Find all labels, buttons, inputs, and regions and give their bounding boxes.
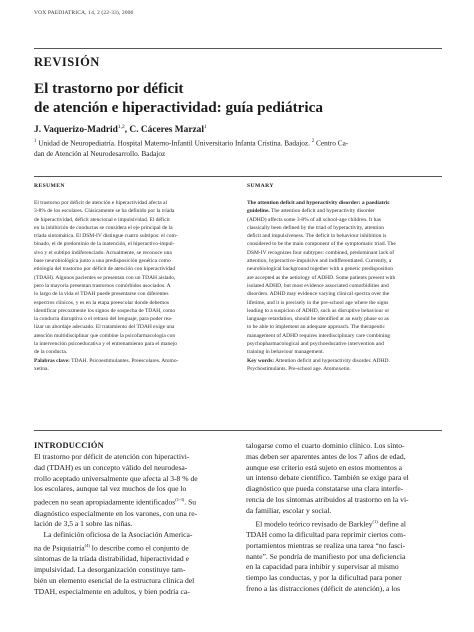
summary-line: are accepted as the aetiology of ADHD. Some patients present with xyxy=(247,274,396,281)
body-line xyxy=(246,452,450,463)
resumen-heading: RESUMEN xyxy=(34,183,65,189)
citation-marker: (1) xyxy=(372,518,378,524)
author-2: C. Cáceres Marzal xyxy=(129,125,204,136)
summary-line: classically been defined by the triad of hyperactivity, attention xyxy=(247,224,384,231)
body-line xyxy=(246,506,450,517)
body-line xyxy=(34,484,238,495)
author-1: J. Vaquerizo-Madrid xyxy=(34,125,118,136)
resumen-keywords xyxy=(34,357,230,365)
summary-line: considered to be the main component of the symptomatic triad. The xyxy=(247,241,396,248)
body-line xyxy=(34,452,238,463)
body-line xyxy=(246,530,450,541)
body-text: diagnóstico especialmente en los varones, con una re- xyxy=(34,508,198,518)
abstract-bottom-rule xyxy=(34,430,442,431)
body-text: un intenso debate científico. También se exige para el xyxy=(246,473,409,483)
body-text: síntomas de la tríada distrabilidad, hiperactividad e xyxy=(34,554,189,564)
body-text: TDAH, especialmente en adultos, y bien podría ca- xyxy=(34,586,190,596)
body-text: El modelo teórico revisado de Barkley xyxy=(246,519,373,529)
summary-line: leading to a suspicion of ADHD, such as disruptive behaviour or xyxy=(247,307,390,314)
summary-keywords-text: Attention deficit and hyperactivity disorder. ADHD. xyxy=(274,357,390,364)
body-text: . Su xyxy=(184,497,197,507)
body-text: mas deben ser aparentes antes de los 7 años de edad, xyxy=(246,451,406,461)
summary-line: to be able to implement an adequate approach. The therapeutic xyxy=(247,324,385,331)
resumen-line: sivo y el subtipo indiferenciado. Actualmente, se reconoce una xyxy=(34,249,172,256)
author-separator: , xyxy=(124,125,130,136)
summary-keywords xyxy=(247,357,443,365)
body-line xyxy=(246,495,450,506)
resumen-line: en la inhibición de conductas se considera el eje principal de la xyxy=(34,224,173,231)
summary-line: isolated ADHD, but most evidence associated comorbidities and xyxy=(247,282,389,289)
body-line xyxy=(34,463,238,474)
summary-line: (ADHD) affects some 3-8% of all school-age children. It has xyxy=(247,216,381,223)
body-line xyxy=(34,519,238,530)
body-text: rencia de los síntomas atribuidos al trastorno en la vi- xyxy=(246,494,409,504)
title-line-1: El trastorno por déficit xyxy=(34,80,184,97)
body-line xyxy=(34,509,238,520)
body-text: lación de 3,5 a 1 sobre las niñas. xyxy=(34,519,133,529)
resumen-line: de la conducta. xyxy=(34,349,68,356)
summary-lead-line xyxy=(247,207,443,215)
resumen-line: identificar precozmente los signos de sospecha de TDAH, como xyxy=(34,307,176,314)
summary-line: psychopharmacological and psychoeducative intervention and xyxy=(247,341,384,348)
body-line xyxy=(246,484,450,495)
body-text: TDAH como la dificultad para reprimir ciertos com- xyxy=(246,529,406,539)
body-text: bién un elemento esencial de la estructura clínica del xyxy=(34,575,195,585)
body-text: padecen no sean apropiadamente identificados xyxy=(34,497,176,507)
body-line xyxy=(34,530,238,541)
body-line xyxy=(246,562,450,573)
author-2-affil: 1 xyxy=(203,124,207,130)
resumen-line: lo largo de la vida el TDAH puede presentarse con diferentes xyxy=(34,291,169,298)
affil-1-text: Unidad de Neuropediatría. Hospital Materno-Infantil Universitario Infanta Cristina. Badajoz. xyxy=(36,138,312,148)
body-line xyxy=(34,565,238,576)
body-text: dad (TDAH) es un concepto válido del neurodesa- xyxy=(34,462,188,472)
body-line xyxy=(246,541,450,552)
resumen-line: El trastorno por déficit de atención e hiperactividad afecta al xyxy=(34,200,168,206)
body-line xyxy=(34,541,238,554)
body-text: da familiar, escolar y social. xyxy=(246,505,332,515)
resumen-line: espectros clínicos, y es en la etapa preescolar donde debemos xyxy=(34,299,170,306)
body-text: nante”. Se pondría de manifiesto por una deficiencia xyxy=(246,551,406,561)
body-line xyxy=(246,517,450,530)
body-column-right xyxy=(246,441,450,595)
summary-line: deficit and impulsiveness. The deficit in behaviour inhibition is xyxy=(247,233,387,240)
article-title xyxy=(34,79,454,117)
summary-line: neurobiological background together with a genetic predisposition xyxy=(247,266,394,273)
body-text: lo describe como el conjunto de xyxy=(89,543,189,553)
resumen-line: (TDAH). Algunos pacientes se presentan con un TDAH aislado, xyxy=(34,274,176,281)
summary-line: attention, hyperactive-impulsive and indifferentiated. Currently, a xyxy=(247,258,392,265)
citation-marker: (1-3) xyxy=(175,497,185,503)
body-text: tiempo las conductas, y por la dificultad para poner xyxy=(246,573,402,583)
summary-lead-end: guideline. xyxy=(247,208,270,215)
body-line xyxy=(34,554,238,565)
author-1-affil: 1,2 xyxy=(117,124,125,130)
body-text: aunque ese criterio está sujeto en estos momentos a xyxy=(246,462,403,472)
resumen-line: de hiperactividad, déficit atencional e impulsividad. El déficit xyxy=(34,216,170,223)
summary-heading: SUMARY xyxy=(247,183,274,189)
affil-2-continued: dan de Atención al Neurodesarrollo. Badajoz xyxy=(34,149,166,159)
body-text: portamientos mientras se realiza una tarea “no fasci- xyxy=(246,540,406,550)
summary-line: disorders. ADHD may evidence varying clinical spectra over the xyxy=(247,291,390,298)
summary-keywords-label: Key words: xyxy=(247,357,275,364)
body-line xyxy=(34,587,238,598)
resumen-line: binado, el de predominio de la inatención, el hiperactivo-impul- xyxy=(34,241,175,248)
resumen-line: 3-8% de los escolares. Clásicamente se ha definido por la tríada xyxy=(34,208,175,215)
resumen-keywords-cont: xetina. xyxy=(34,365,49,372)
introduction-heading: INTRODUCCIÓN xyxy=(34,441,104,450)
body-line xyxy=(246,573,450,584)
resumen-abstract xyxy=(34,199,230,373)
resumen-keywords-text: TDAH. Psicoestimulantes. Preescolares. Atomo- xyxy=(69,357,179,364)
header-rule xyxy=(34,48,442,49)
resumen-line: lizar un abordaje adecuado. El tratamiento del TDAH exige una xyxy=(34,324,175,331)
summary-line: language retardation, should be identified at an early phase so as xyxy=(247,316,389,323)
body-line xyxy=(246,463,450,474)
summary-line: management of ADHD requires interdisciplinary care combining xyxy=(247,332,390,339)
affil-2-text: Centro Ca- xyxy=(314,138,349,148)
resumen-line: atención multidisciplinar que combine la psicofarmacología con xyxy=(34,332,176,339)
abstract-top-rule xyxy=(34,176,442,177)
summary-keywords-cont: Psychostimulants. Pre-school age. Atomoxetin. xyxy=(247,365,351,372)
body-column-left xyxy=(34,452,238,597)
body-line xyxy=(246,584,450,595)
summary-abstract xyxy=(247,199,443,373)
resumen-line: pero la mayoría presentan trastornos comórbidos asociados. A xyxy=(34,282,171,289)
body-text: talogarse como el cuarto dominio clínico. Los sínto- xyxy=(246,441,405,450)
summary-line: DSM-IV recognizes four subtypes: combined, predominant lack of xyxy=(247,249,395,256)
body-text: La definición oficiosa de la Asociación America- xyxy=(34,530,193,540)
body-line xyxy=(34,474,238,485)
resumen-keywords-label: Palabras clave: xyxy=(34,357,70,364)
body-text: rrollo aceptado universalmente que afecta al 3-8 % de xyxy=(34,473,198,483)
body-line xyxy=(246,441,450,452)
citation-marker: (4) xyxy=(84,542,90,548)
body-text: los escolares, aunque tal vez muchos de los que lo xyxy=(34,484,187,494)
affiliations xyxy=(34,137,444,160)
body-text: freno a las distracciones (déficit de atención), a los xyxy=(246,583,401,593)
resumen-line: base neurobiológica junto a una predisposición genética como xyxy=(34,258,171,265)
summary-lead: The attention deficit and hyperactivity disorder: a paediatric xyxy=(247,200,390,206)
body-text: define al xyxy=(377,519,407,529)
summary-line: training in behaviour management. xyxy=(247,349,324,356)
author-list xyxy=(34,124,207,135)
affil-1-marker: 1 xyxy=(34,139,37,144)
body-text: El trastorno por déficit de atención con hiperactivi- xyxy=(34,452,190,461)
resumen-line: la conducta disruptiva o el retraso del lenguaje, para poder rea- xyxy=(34,316,173,323)
section-label: REVISIÓN xyxy=(34,55,100,69)
body-line xyxy=(34,495,238,508)
body-line xyxy=(246,473,450,484)
summary-line: lifetime, and it is precisely in the pre-school age where the signs xyxy=(247,299,389,306)
resumen-line: la intervención psicoeducativa y el entrenamiento para el manejo xyxy=(34,341,177,348)
running-header: VOX PAEDIATRICA, 14, 2 (22-33), 2006 xyxy=(34,10,134,16)
title-line-2: de atención e hiperactividad: guía pediátrica xyxy=(34,99,323,116)
body-text: impulsividad. La desorganización constituye tam- xyxy=(34,565,186,575)
resumen-line: tríada sintomática. El DSM-IV distingue cuatro subtipos: el com- xyxy=(34,233,178,240)
summary-line: The attention deficit and hyperactivity disorder xyxy=(269,208,375,215)
body-line xyxy=(34,576,238,587)
body-line xyxy=(246,552,450,563)
affil-2-marker: 2 xyxy=(311,139,315,144)
body-text: en la capacidad para inhibir y supervisar al mismo xyxy=(246,562,399,572)
resumen-line: etiología del trastorno por déficit de atención con hiperactividad xyxy=(34,266,176,273)
body-text: diagnóstico que pueda constatarse una clara interfe- xyxy=(246,484,404,494)
body-text: na de Psiquiatría xyxy=(34,543,85,553)
